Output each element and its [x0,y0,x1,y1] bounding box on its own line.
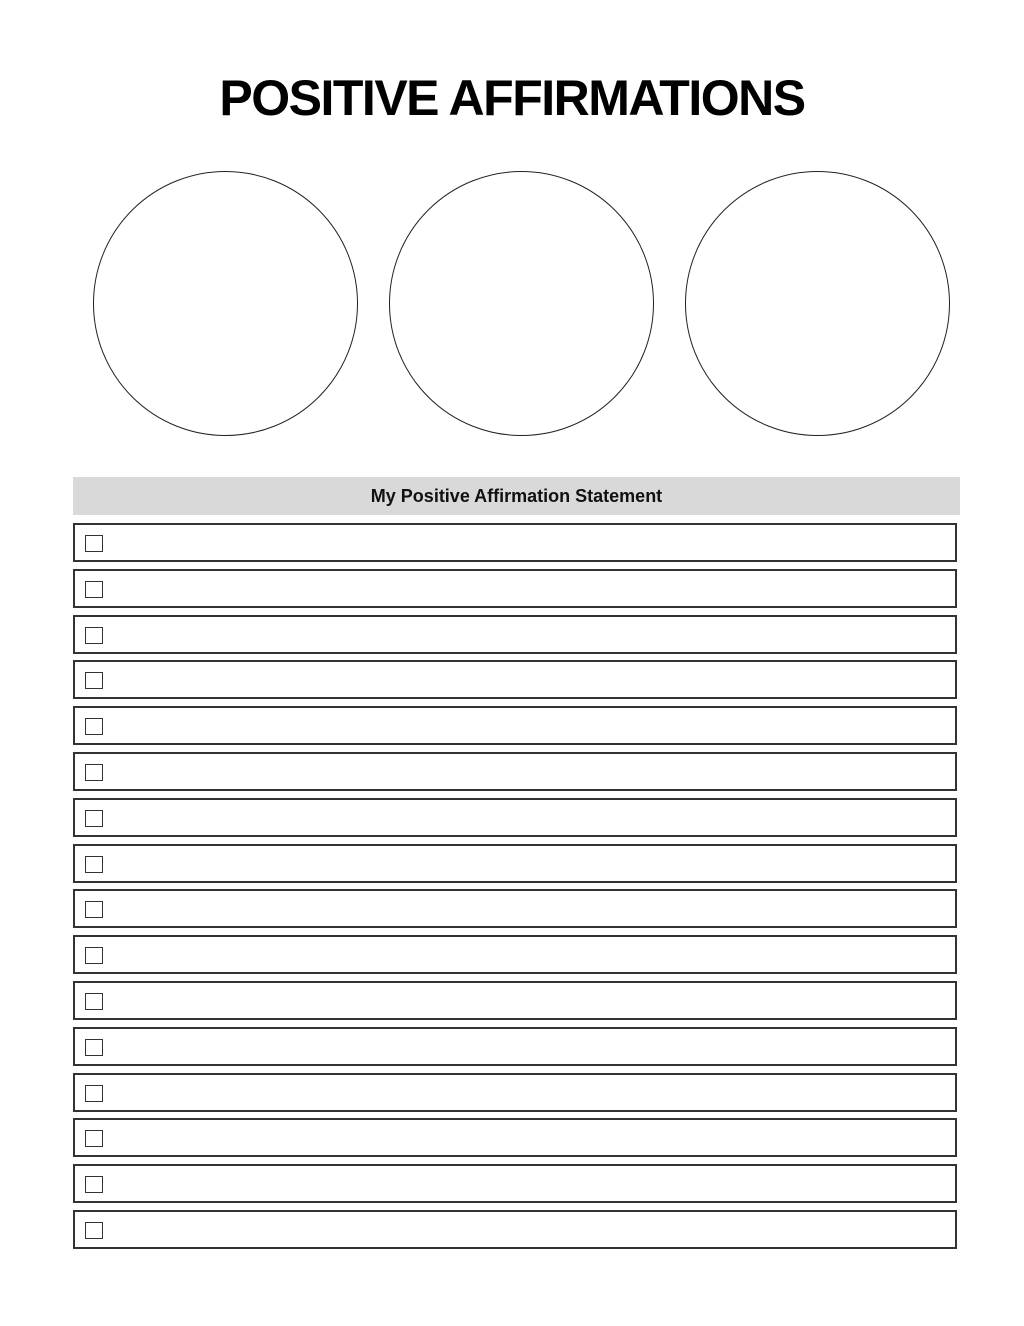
affirmation-row[interactable] [73,798,957,837]
page-title: POSITIVE AFFIRMATIONS [219,70,805,126]
checkbox[interactable] [85,718,103,735]
checkbox[interactable] [85,764,103,781]
checkbox[interactable] [85,535,103,552]
checkbox[interactable] [85,856,103,873]
checkbox[interactable] [85,1130,103,1147]
affirmation-row[interactable] [73,1073,957,1112]
checkbox[interactable] [85,901,103,918]
affirmation-circle-1[interactable] [93,171,358,436]
checkbox[interactable] [85,581,103,598]
affirmation-row[interactable] [73,706,957,745]
checkbox[interactable] [85,1085,103,1102]
checkbox[interactable] [85,1039,103,1056]
affirmation-circle-2[interactable] [389,171,654,436]
affirmation-row[interactable] [73,935,957,974]
checkbox[interactable] [85,947,103,964]
affirmation-row[interactable] [73,889,957,928]
table-header: My Positive Affirmation Statement [73,477,960,515]
affirmation-row[interactable] [73,981,957,1020]
affirmation-row[interactable] [73,844,957,883]
checkbox[interactable] [85,993,103,1010]
affirmation-circle-3[interactable] [685,171,950,436]
affirmation-row[interactable] [73,615,957,654]
checkbox[interactable] [85,627,103,644]
affirmation-row[interactable] [73,1027,957,1066]
affirmation-row[interactable] [73,752,957,791]
affirmation-row[interactable] [73,523,957,562]
affirmation-row[interactable] [73,1164,957,1203]
checkbox[interactable] [85,672,103,689]
affirmation-row[interactable] [73,660,957,699]
affirmation-row[interactable] [73,569,957,608]
checkbox[interactable] [85,1176,103,1193]
affirmation-row[interactable] [73,1118,957,1157]
checkbox[interactable] [85,1222,103,1239]
affirmation-row[interactable] [73,1210,957,1249]
checkbox[interactable] [85,810,103,827]
